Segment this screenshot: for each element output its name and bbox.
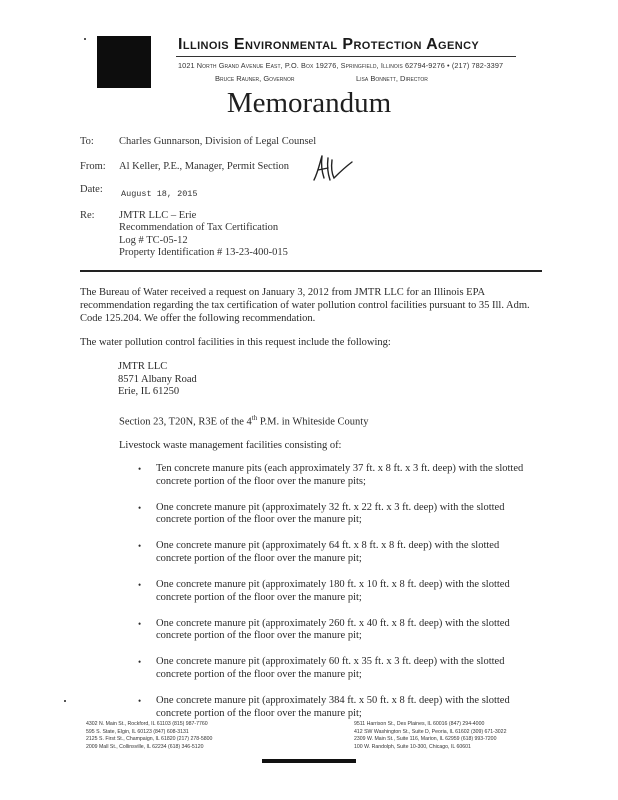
re-line: Log # TC-05-12 (119, 234, 188, 246)
bullet-icon: • (138, 657, 142, 668)
agency-address: 1021 North Grand Avenue East, P.O. Box 19276, Springfield, Illinois 62794-9276 • (217) 782-3397 (178, 61, 504, 70)
bullet-icon: • (138, 696, 142, 707)
list-item-text: Ten concrete manure pits (each approximately 37 ft. x 8 ft. x 3 ft. deep) with the slotted concrete portion of the floor over the manure pits; (156, 463, 524, 487)
date-value: August 18, 2015 (121, 189, 198, 199)
bullet-icon: • (138, 464, 142, 474)
director-name: Lisa Bonnett, Director (356, 74, 428, 83)
intro-paragraph: The Bureau of Water received a request on January 3, 2012 from JMTR LLC for an Illinois EPA recommendation regarding the tax certification of water pollution control facilities pursuant to 35 Ill. Adm. Code 125.204. We offer the following recommendation. (80, 287, 530, 324)
bullet-icon: • (138, 580, 142, 591)
bullet-icon: • (138, 541, 142, 552)
list-item-text: One concrete manure pit (approximately 260 ft. x 40 ft. x 8 ft. deep) with the slotted concrete portion of the floor over the manure pit; (156, 617, 510, 642)
re-line: Property Identification # 13-23-400-015 (119, 247, 288, 259)
list-item (135, 579, 535, 618)
footer-line: 595 S. State, Elgin, IL 60123 (847) 608-3131 (86, 728, 189, 735)
footer-offices-right (354, 721, 506, 751)
re-line: JMTR LLC – Erie (119, 210, 197, 221)
bullet-icon: • (138, 618, 142, 629)
facility-line: Erie, IL 61250 (118, 386, 180, 397)
from-label: From: (80, 161, 106, 172)
scan-speck (64, 700, 66, 702)
agency-logo-block (97, 36, 151, 88)
re-label: Re: (80, 210, 95, 221)
facility-address (118, 361, 197, 399)
re-line: Recommendation of Tax Certification (119, 222, 279, 234)
list-item (135, 618, 535, 657)
footer-line: 412 SW Washington St., Suite D, Peoria, IL 61602 (309) 671-3022 (354, 728, 507, 735)
to-label: To: (80, 136, 94, 147)
bullet-icon: • (138, 502, 142, 513)
footer-line: 2009 Mall St., Collinsville, IL 62234 (618) 346-5120 (86, 743, 204, 750)
manure-pit-list (135, 463, 535, 734)
list-item (135, 656, 535, 695)
footer-line: 2309 W. Main St., Suite 116, Marion, IL 62959 (618) 993-7200 (354, 736, 497, 742)
facilities-intro: The water pollution control facilities in this request include the following: (80, 337, 391, 348)
scan-speck (84, 38, 86, 40)
list-item-text: One concrete manure pit (approximately 60 ft. x 35 ft. x 3 ft. deep) with the slotted concrete portion of the floor over the manure pit; (156, 656, 505, 680)
livestock-intro: Livestock waste management facilities consisting of: (119, 440, 342, 451)
section-prefix: Section 23, T20N, R3E of the 4 (119, 416, 252, 428)
to-value: Charles Gunnarson, Division of Legal Counsel (119, 136, 317, 147)
footer-bar (262, 759, 356, 763)
agency-name: Illinois Environmental Protection Agency (178, 36, 480, 53)
letterhead-rule (176, 56, 516, 57)
legal-description (119, 414, 368, 428)
date-label: Date: (80, 184, 103, 195)
list-item (135, 502, 535, 541)
from-value: Al Keller, P.E., Manager, Permit Section (119, 161, 290, 172)
list-item (135, 463, 535, 502)
governor-name: Bruce Rauner, Governor (215, 74, 295, 83)
section-suffix: P.M. in Whiteside County (257, 416, 369, 428)
memo-title: Memorandum (226, 87, 392, 119)
list-item (135, 540, 535, 579)
re-block (119, 210, 288, 260)
footer-line: 9511 Harrison St., Des Plaines, IL 60016 (847) 294-4000 (354, 721, 485, 727)
facility-line: JMTR LLC (118, 361, 168, 372)
list-item-text: One concrete manure pit (approximately 384 ft. x 50 ft. x 8 ft. deep) with the slotted concrete portion of the floor over the manure pit; (156, 695, 510, 719)
footer-offices-left (86, 721, 212, 751)
list-item-text: One concrete manure pit (approximately 64 ft. x 8 ft. x 8 ft. deep) with the slotted concrete portion of the floor over the manure pit; (156, 540, 500, 564)
footer-line: 4302 N. Main St., Rockford, IL 61103 (815) 987-7760 (86, 721, 208, 727)
header-divider (80, 270, 542, 272)
footer-line: 2125 S. First St., Champaign, IL 61820 (217) 278-5800 (86, 736, 213, 742)
list-item-text: One concrete manure pit (approximately 32 ft. x 22 ft. x 3 ft. deep) with the slotted concrete portion of the floor over the manure pit; (156, 501, 505, 526)
signature-initials (310, 154, 354, 184)
list-item-text: One concrete manure pit (approximately 180 ft. x 10 ft. x 8 ft. deep) with the slotted concrete portion of the floor over the manure pit; (156, 579, 510, 603)
section-sup: th (251, 414, 258, 422)
facility-line: 8571 Albany Road (118, 373, 197, 385)
footer-line: 100 W. Randolph, Suite 10-300, Chicago, IL 60601 (354, 743, 471, 750)
